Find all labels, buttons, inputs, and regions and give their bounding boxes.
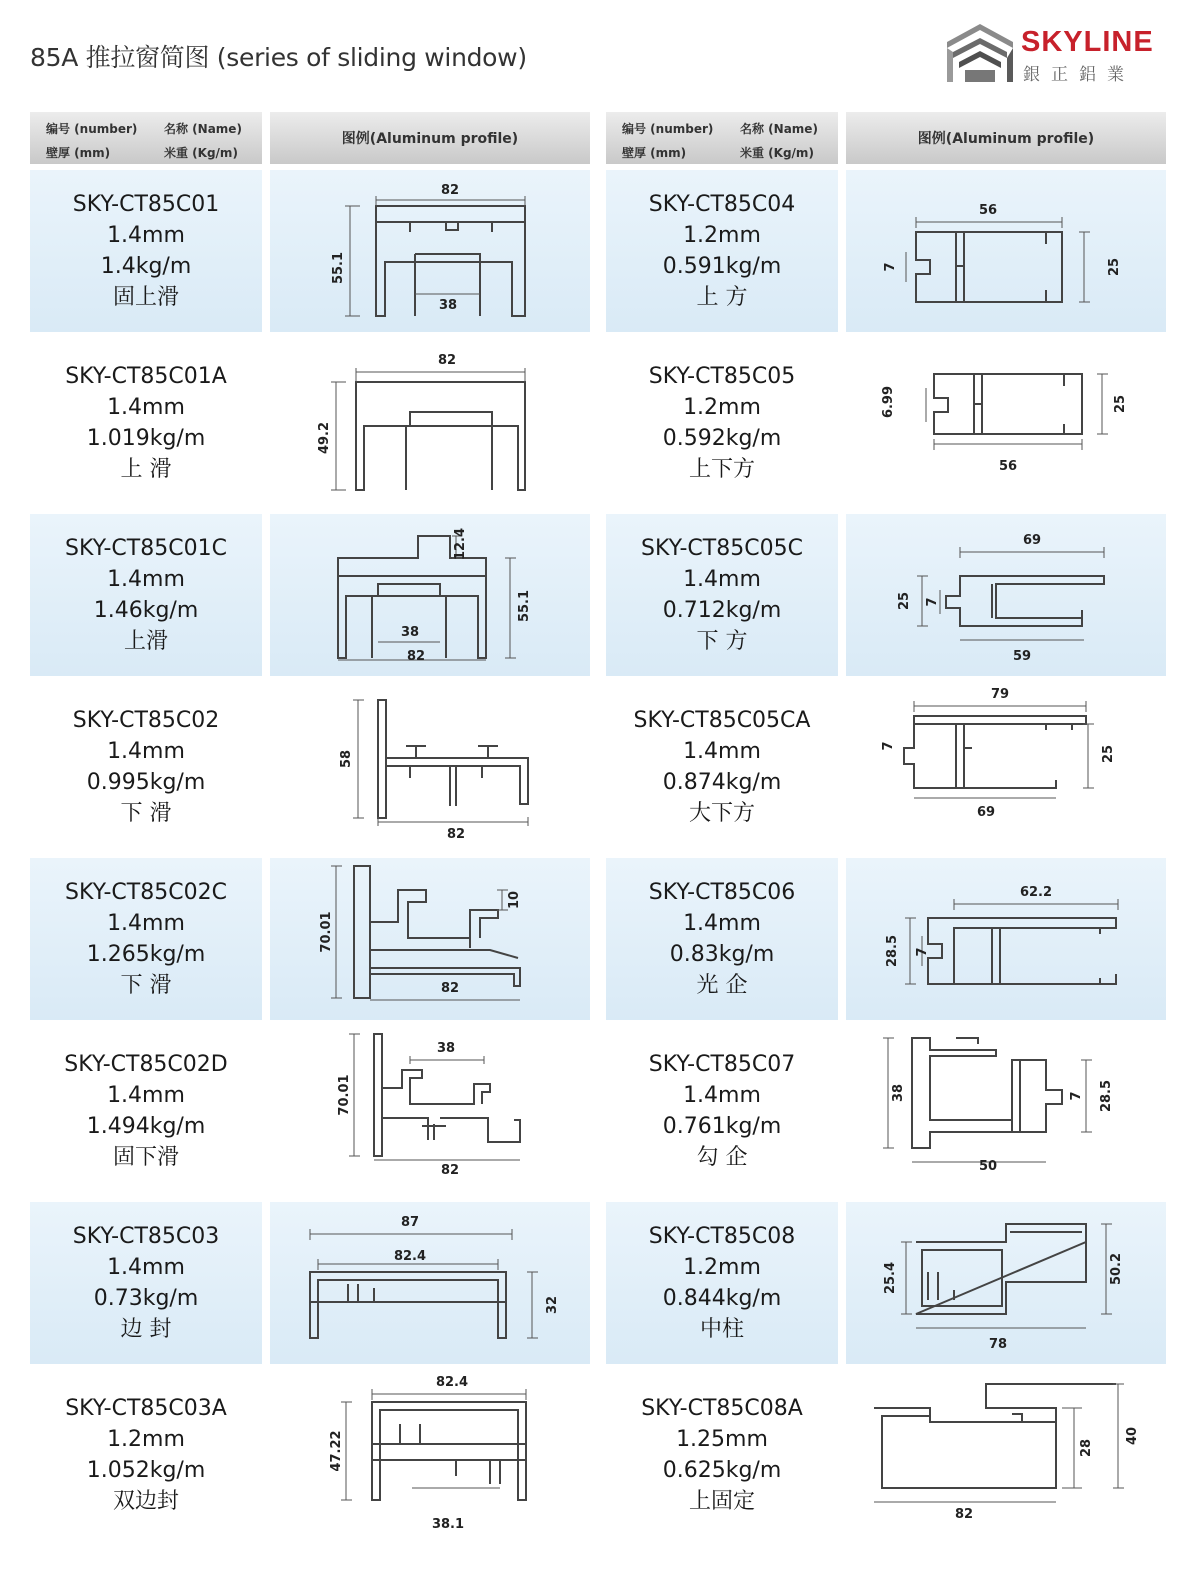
profile-weight: 0.761kg/m [662,1114,782,1139]
profile-name: 下 滑 [120,973,172,998]
profile-thickness: 1.4mm [107,911,185,936]
profile-name: 上下方 [688,457,755,482]
dim-label: 69 [976,805,996,820]
dim-label: 62.2 [1019,885,1053,900]
profile-name: 下 滑 [120,801,172,826]
profile-thickness: 1.4mm [107,1083,185,1108]
profile-info [30,514,262,676]
brand-logo [945,22,1175,86]
header-thickness: 壁厚 (mm) [622,146,687,160]
profile-row [30,340,600,512]
profile-row [606,684,1176,856]
left-column [30,112,600,1544]
profile-thickness: 1.25mm [676,1427,768,1452]
dim-label: 82 [406,649,426,664]
profile-thickness: 1.4mm [683,1083,761,1108]
profile-info [606,342,838,504]
profile-code: SKY-CT85C05CA [633,708,811,733]
profile-row [606,168,1176,340]
profile-info [30,342,262,504]
profile-weight: 0.83kg/m [669,942,775,967]
profile-drawing [270,686,590,848]
profile-row [30,1372,600,1544]
dim-label: 38.1 [431,1517,465,1532]
dim-label: 32 [545,1295,560,1315]
profile-drawing [270,1202,590,1364]
profile-name: 下 方 [696,629,748,654]
profile-code: SKY-CT85C07 [648,1052,796,1077]
logo-chinese-name: 銀正鋁業 [1023,65,1135,85]
logo-brand-name: SKYLINE [1021,26,1154,58]
profile-info [606,686,838,848]
profile-code: SKY-CT85C04 [648,192,796,217]
profile-drawing [846,858,1166,1020]
dim-label: 38 [436,1041,456,1056]
column-header [606,112,1176,166]
profile-thickness: 1.4mm [107,1255,185,1280]
header-name: 名称 (Name) [164,122,242,136]
profile-row [606,1200,1176,1372]
profile-drawing [846,1374,1166,1536]
profile-info [606,858,838,1020]
profile-drawing [846,1030,1166,1192]
profile-weight: 1.019kg/m [86,426,206,451]
profile-info [30,686,262,848]
profile-info [606,1202,838,1364]
dim-label: 58 [339,749,354,769]
dim-label: 56 [978,203,998,218]
dim-label: 82.4 [393,1249,427,1264]
profile-code: SKY-CT85C01A [65,364,227,389]
profile-thickness: 1.4mm [683,739,761,764]
profile-drawing [270,1374,590,1536]
right-column [606,112,1176,1544]
header-profile: 图例(Aluminum profile) [846,112,1166,164]
dim-label: 7 [881,741,896,751]
profile-name: 中柱 [699,1317,744,1342]
profile-weight: 1.4kg/m [100,254,192,279]
profile-info [606,514,838,676]
profile-row [606,1372,1176,1544]
profile-weight: 0.625kg/m [662,1458,782,1483]
profile-code: SKY-CT85C01C [65,536,227,561]
profile-row [30,684,600,856]
profile-drawing [846,686,1166,848]
profile-drawing [270,1030,590,1192]
profile-weight: 0.73kg/m [93,1286,199,1311]
dim-label: 82 [446,827,466,842]
header-weight: 米重 (Kg/m) [740,146,814,160]
dim-label: 47.22 [329,1430,344,1472]
profile-row [606,340,1176,512]
profile-weight: 0.844kg/m [662,1286,782,1311]
profile-drawing [846,1202,1166,1364]
header-number: 编号 (number) [46,122,138,136]
dim-label: 25 [897,591,912,611]
profile-weight: 0.995kg/m [86,770,206,795]
profile-weight: 0.712kg/m [662,598,782,623]
profile-name: 固上滑 [112,285,179,310]
profile-thickness: 1.4mm [107,567,185,592]
dim-label: 55.1 [517,589,532,623]
dim-label: 82 [440,183,460,198]
dim-label: 25 [1113,394,1128,414]
dim-label: 56 [998,459,1018,474]
header-spec-cell [30,112,262,164]
profile-row [30,1028,600,1200]
dim-label: 28 [1079,1438,1094,1458]
profile-name: 上固定 [688,1489,755,1514]
profile-info [30,1030,262,1192]
profile-code: SKY-CT85C02D [64,1052,228,1077]
profile-drawing [270,858,590,1020]
profile-code: SKY-CT85C05C [641,536,803,561]
header-number: 编号 (number) [622,122,714,136]
profile-code: SKY-CT85C02C [65,880,227,905]
profile-name: 双边封 [112,1489,179,1514]
profile-drawing [846,342,1166,504]
dim-label: 28.5 [885,934,900,968]
profile-weight: 1.052kg/m [86,1458,206,1483]
profile-code: SKY-CT85C08A [641,1396,803,1421]
dim-label: 49.2 [317,421,332,455]
profile-weight: 1.46kg/m [93,598,199,623]
profile-weight: 1.265kg/m [86,942,206,967]
dim-label: 38 [891,1083,906,1103]
profile-name: 光 企 [696,973,748,998]
profile-weight: 0.592kg/m [662,426,782,451]
profile-name: 上滑 [123,629,168,654]
profile-name: 大下方 [688,801,755,826]
profile-code: SKY-CT85C05 [648,364,796,389]
profile-row [30,168,600,340]
profile-thickness: 1.2mm [683,223,761,248]
profile-row [30,512,600,684]
dim-label: 59 [1012,649,1032,664]
dim-label: 7 [925,597,940,607]
dim-label: 78 [988,1337,1008,1352]
profile-info [30,1374,262,1536]
profile-name: 边 封 [120,1317,172,1342]
header-thickness: 壁厚 (mm) [46,146,111,160]
profile-info [30,170,262,332]
profile-thickness: 1.2mm [683,1255,761,1280]
profile-code: SKY-CT85C03 [72,1224,220,1249]
dim-label: 69 [1022,533,1042,548]
dim-label: 50.2 [1109,1252,1124,1286]
profile-thickness: 1.4mm [683,911,761,936]
profile-info [30,1202,262,1364]
dim-label: 87 [400,1215,420,1230]
skyline-logo-icon [945,22,1015,84]
profile-code: SKY-CT85C03A [65,1396,227,1421]
profile-name: 勾 企 [696,1145,748,1170]
dim-label: 55.1 [331,251,346,285]
profile-thickness: 1.4mm [107,223,185,248]
dim-label: 12.4 [453,527,468,561]
profile-info [606,1030,838,1192]
profile-info [30,858,262,1020]
dim-label: 25 [1107,257,1122,277]
header-spec-cell [606,112,838,164]
dim-label: 82 [440,981,460,996]
profile-row [30,856,600,1028]
dim-label: 25.4 [883,1261,898,1295]
profile-thickness: 1.4mm [683,567,761,592]
profile-weight: 1.494kg/m [86,1114,206,1139]
dim-label: 10 [507,890,522,910]
header-name: 名称 (Name) [740,122,818,136]
page-title: 85A 推拉窗简图 (series of sliding window) [30,43,527,72]
dim-label: 28.5 [1099,1079,1114,1113]
dim-label: 79 [990,687,1010,702]
profile-name: 固下滑 [112,1145,179,1170]
dim-label: 50 [978,1159,998,1174]
profile-drawing [846,514,1166,676]
header-weight: 米重 (Kg/m) [164,146,238,160]
profile-thickness: 1.4mm [107,395,185,420]
profile-thickness: 1.4mm [107,739,185,764]
header-profile: 图例(Aluminum profile) [270,112,590,164]
profile-drawing [270,342,590,504]
dim-label: 6.99 [881,385,896,419]
profile-drawing [846,170,1166,332]
profile-row [606,1028,1176,1200]
profile-thickness: 1.2mm [107,1427,185,1452]
profile-weight: 0.591kg/m [662,254,782,279]
profile-row [30,1200,600,1372]
dim-label: 7 [883,262,898,272]
profile-code: SKY-CT85C06 [648,880,796,905]
profile-thickness: 1.2mm [683,395,761,420]
dim-label: 70.01 [319,911,334,953]
dim-label: 82 [954,1507,974,1522]
dim-label: 82 [437,353,457,368]
dim-label: 82.4 [435,1375,469,1390]
profile-name: 上 方 [696,285,748,310]
profile-row [606,856,1176,1028]
profile-code: SKY-CT85C01 [72,192,220,217]
column-header [30,112,600,166]
profile-name: 上 滑 [120,457,172,482]
dim-label: 7 [915,947,930,957]
profile-weight: 0.874kg/m [662,770,782,795]
dim-label: 70.01 [337,1074,352,1116]
profile-info [606,170,838,332]
dim-label: 25 [1101,744,1116,764]
dim-label: 7 [1069,1091,1084,1101]
dim-label: 38 [438,298,458,313]
profile-code: SKY-CT85C02 [72,708,220,733]
dim-label: 82 [440,1163,460,1178]
profile-drawing [270,514,590,676]
dim-label: 38 [400,625,420,640]
profile-info [606,1374,838,1536]
profile-code: SKY-CT85C08 [648,1224,796,1249]
profile-drawing [270,170,590,332]
dim-label: 40 [1125,1426,1140,1446]
profile-row [606,512,1176,684]
